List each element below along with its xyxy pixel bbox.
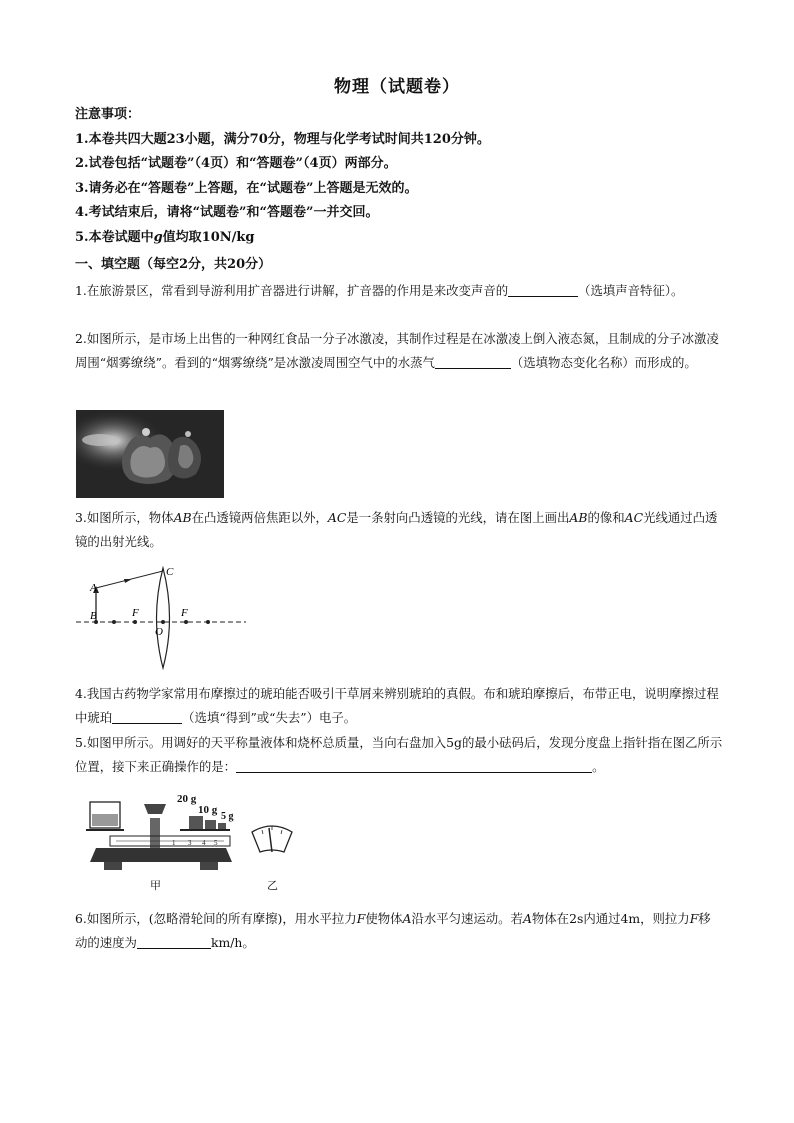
- notice-item-3: 3.请务必在“答题卷”上答题，在“试题卷”上答题是无效的。: [75, 180, 418, 196]
- answer-blank-6[interactable]: [137, 933, 211, 949]
- answer-blank-2[interactable]: [435, 353, 511, 369]
- label-f-left: F: [132, 607, 139, 619]
- question-5: 5.如图甲所示。用调好的天平称量液体和烧杯总质量，当向右盘加入5g的最小砝码后，发现分度盘上指针指在图乙所示位置，接下来正确操作的是： 。: [75, 735, 723, 774]
- answer-blank-1[interactable]: [508, 281, 578, 297]
- convex-lens: [157, 568, 170, 668]
- dial-pointer: [269, 828, 272, 852]
- label-10g: 10 g: [198, 804, 218, 816]
- ice-cream-photo: [76, 410, 224, 502]
- notice-item-4: 4.考试结束后，请将“试题卷”和“答题卷”一并交回。: [75, 205, 379, 220]
- answer-blank-5[interactable]: [236, 757, 592, 773]
- label-20g: 20 g: [177, 793, 197, 805]
- question-1: 1.在旅游景区，常看到导游利用扩音器进行讲解，扩音器的作用是来改变声音的 （选填声音特征）。: [75, 283, 684, 298]
- label-c: C: [166, 566, 174, 578]
- label-b: B: [90, 610, 97, 622]
- label-f-right: F: [181, 607, 188, 619]
- convex-lens-diagram: [76, 562, 251, 676]
- section-title-fill-blank: 一、填空题（每空2分，共20分）: [75, 257, 272, 272]
- svg-text:5: 5: [214, 839, 218, 847]
- label-o: O: [155, 626, 163, 638]
- question-2: 2.如图所示，是市场上出售的一种网红食品一分子冰激凌，其制作过程是在冰激凌上倒入液态氮，且制成的分子冰激凌周围“烟雾缭绕”。看到的“烟雾缭绕”是冰激凌周围空气中的水蒸气 （选填物态变化名称）而形成的。: [75, 331, 719, 370]
- answer-blank-4[interactable]: [112, 708, 182, 724]
- balance-figure: [76, 782, 306, 898]
- notice-item-1: 1.本卷共四大题23小题，满分70分，物理与化学考试时间共120分钟。: [75, 131, 490, 147]
- label-5g: 5 g: [221, 811, 234, 822]
- label-yi: 乙: [267, 880, 278, 892]
- svg-text:4: 4: [202, 839, 206, 847]
- page-title: 物理（试题卷）: [334, 77, 460, 97]
- svg-text:3: 3: [188, 839, 192, 847]
- label-a: A: [90, 582, 97, 594]
- notice-item-5: 5.本卷试题中g值均取10N/kg: [75, 229, 255, 245]
- notice-block: [75, 103, 725, 250]
- question-3: 3.如图所示，物体AB在凸透镜两倍焦距以外，AC是一条射向凸透镜的光线，请在图上画出AB的像和AC光线通过凸透镜的出射光线。: [75, 510, 718, 549]
- notice-item-2: 2.试卷包括“试题卷”（4页）和“答题卷”（4页）两部分。: [75, 156, 397, 171]
- question-4: 4.我国古药物学家常用布摩擦过的琥珀能否吸引干草屑来辨别琥珀的真假。布和琥珀摩擦后，布带正电，说明摩擦过程中琥珀 （选填“得到”或“失去”）电子。: [75, 686, 719, 725]
- svg-text:1: 1: [172, 839, 176, 847]
- notice-heading: 注意事项：: [75, 107, 141, 122]
- question-6: 6.如图所示，(忽略滑轮间的所有摩擦)，用水平拉力F使物体A沿水平匀速运动。若A物体在2s内通过4m，则拉力F移动的速度为 km/h。: [75, 911, 711, 950]
- label-jia: 甲: [150, 880, 161, 892]
